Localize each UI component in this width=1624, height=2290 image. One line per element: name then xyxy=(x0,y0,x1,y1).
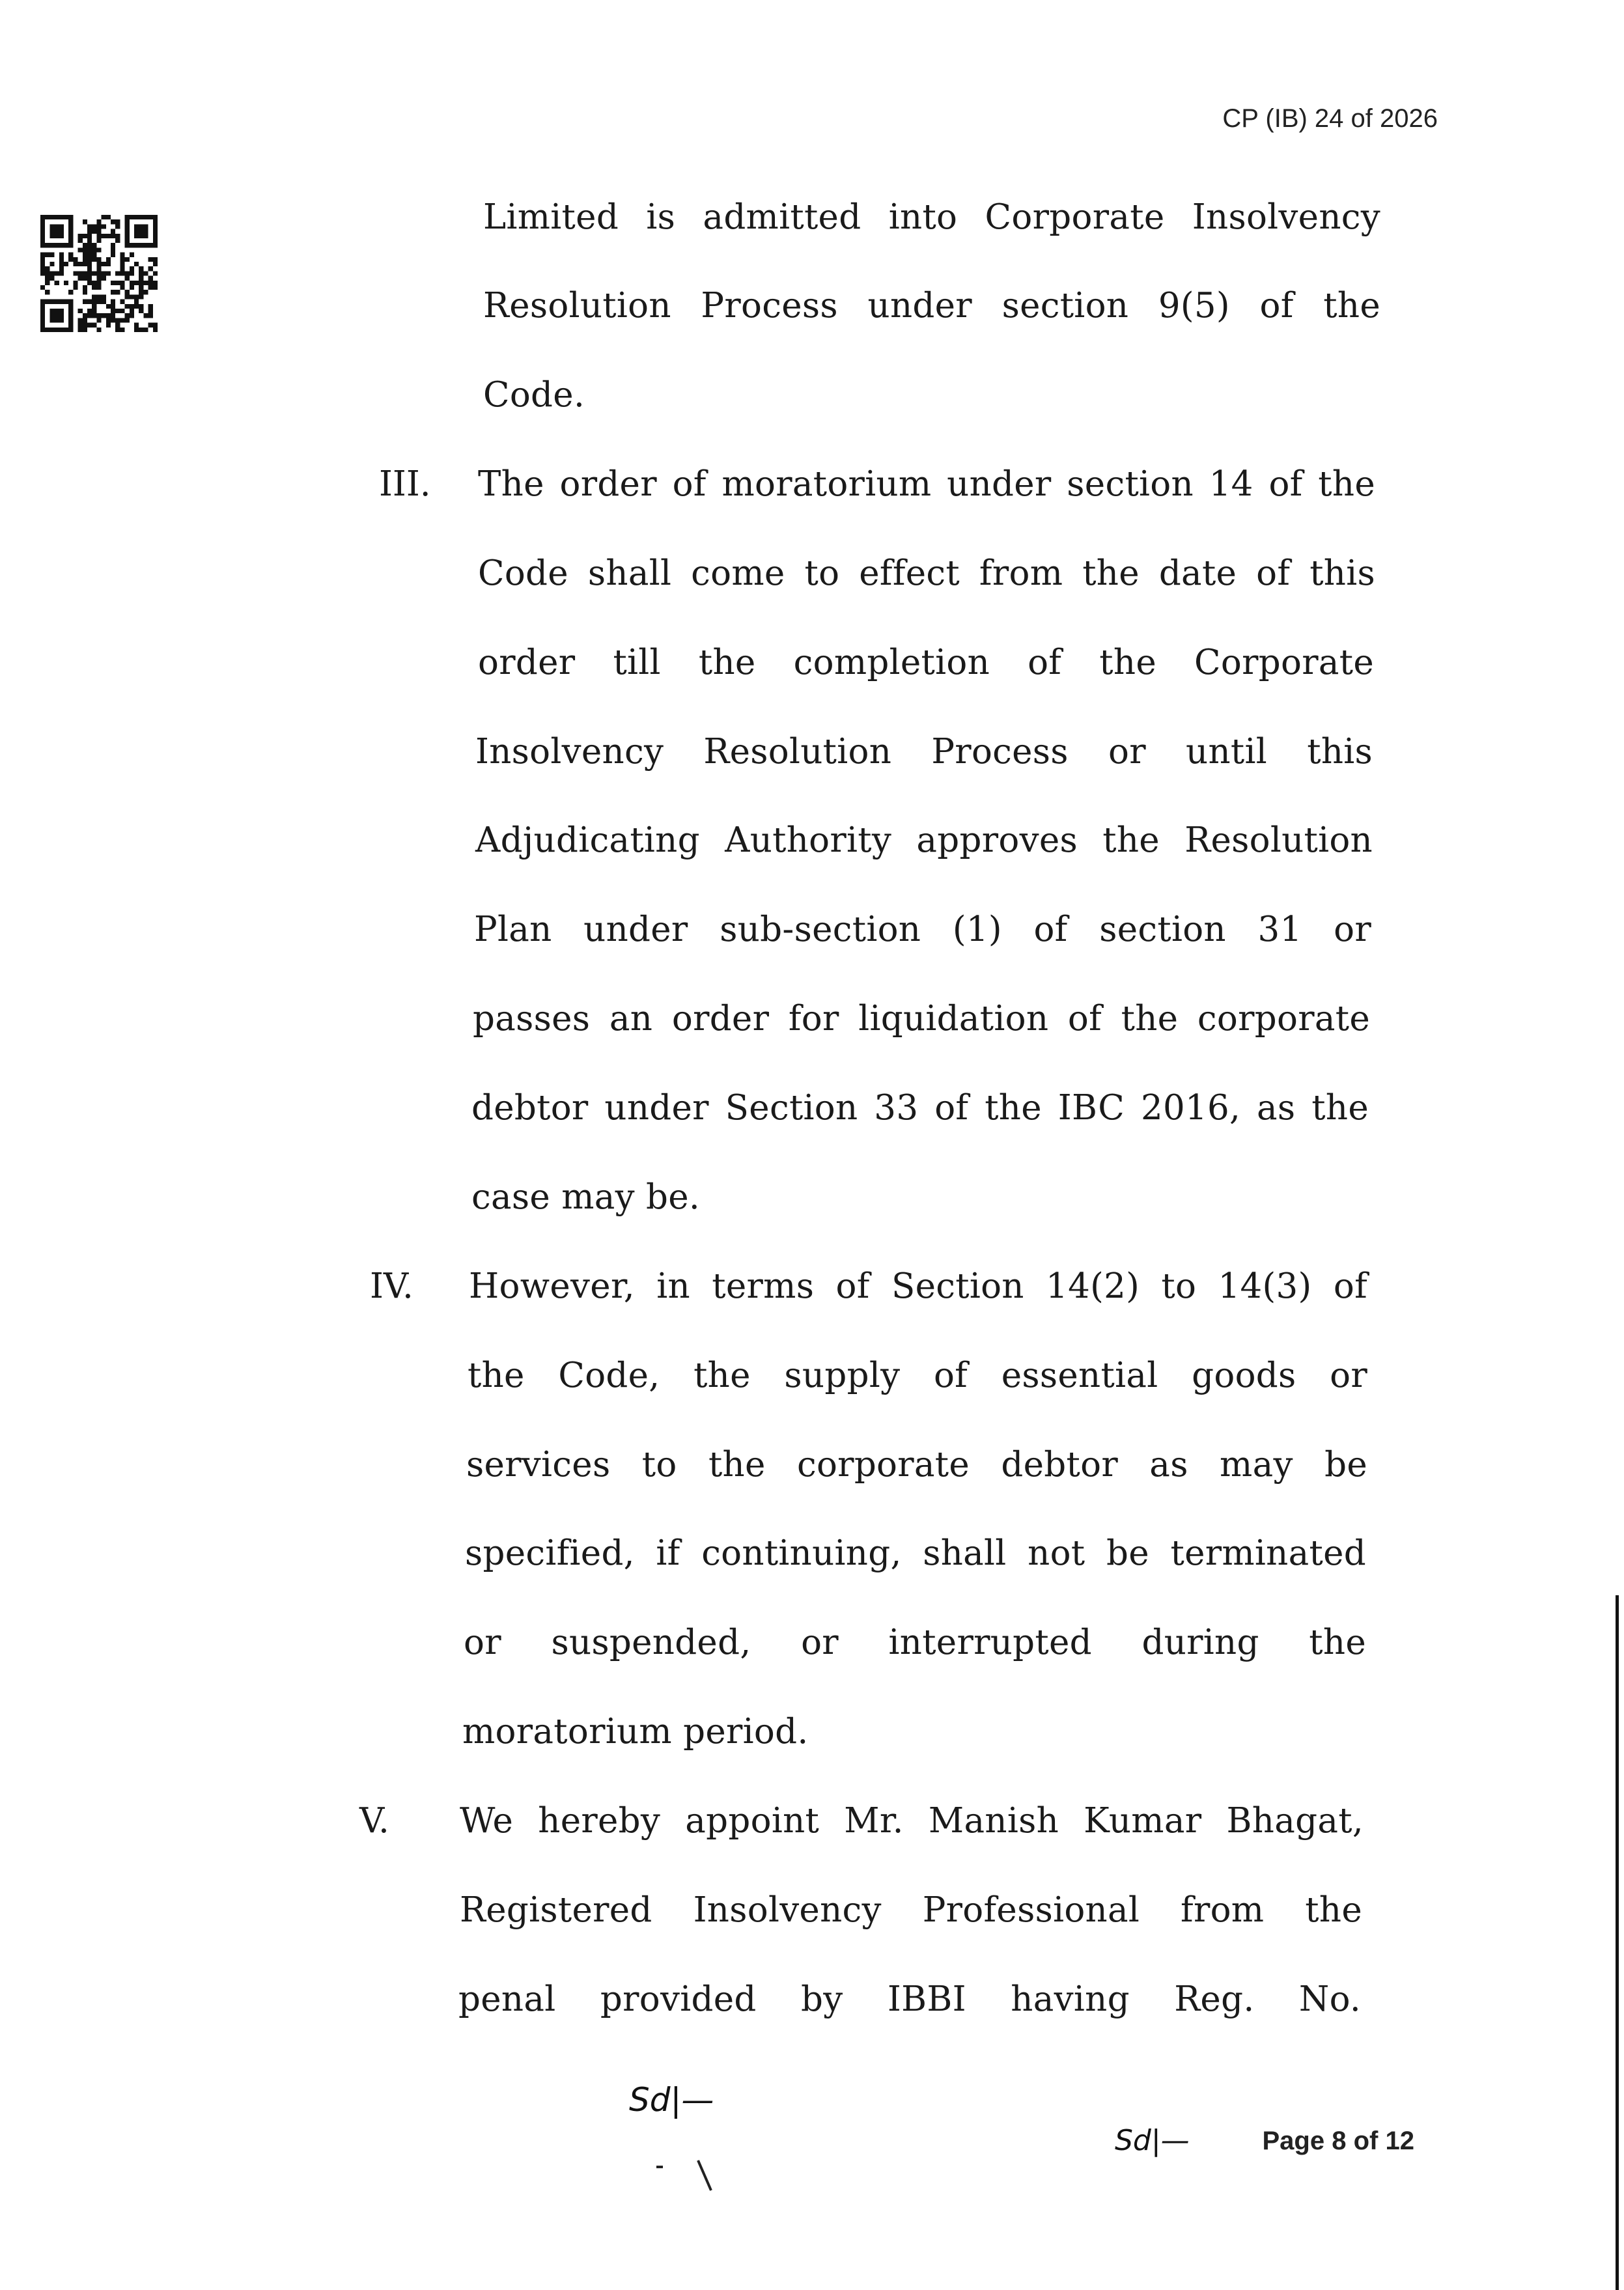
case-number: CP (IB) 24 of 2026 xyxy=(1222,104,1438,133)
signature-left: Sd|— xyxy=(629,2081,714,2119)
text-line: Registered Insolvency Professional from the xyxy=(460,1890,1362,1930)
text-line: Code shall come to effect from the date of this xyxy=(478,553,1375,593)
page-label: Page xyxy=(1262,2127,1325,2155)
signature-mark-icon xyxy=(651,2149,723,2201)
item-numeral: III. xyxy=(379,464,431,504)
text-line: penal provided by IBBI having Reg. No. xyxy=(458,1979,1361,2019)
text-line: debtor under Section 33 of the IBC 2016, as the xyxy=(471,1088,1369,1128)
text-line: The order of moratorium under section 14 of the xyxy=(478,464,1375,504)
text-line: services to the corporate debtor as may be xyxy=(466,1445,1367,1485)
text-line: specified, if continuing, shall not be terminated xyxy=(465,1533,1366,1573)
page-total: 12 xyxy=(1385,2127,1414,2155)
scan-edge-line xyxy=(1616,1595,1619,2290)
text-line: moratorium period. xyxy=(462,1712,809,1752)
signature-right: Sd|— xyxy=(1115,2124,1190,2157)
text-line: Limited is admitted into Corporate Insolvency xyxy=(483,197,1380,237)
text-line: passes an order for liquidation of the corporate xyxy=(473,999,1370,1039)
item-numeral: V. xyxy=(359,1801,389,1841)
text-line: We hereby appoint Mr. Manish Kumar Bhagat, xyxy=(460,1801,1364,1841)
text-line: or suspended, or interrupted during the xyxy=(464,1623,1366,1662)
text-line: However, in terms of Section 14(2) to 14(3) of xyxy=(469,1266,1367,1306)
text-line: the Code, the supply of essential goods or xyxy=(468,1356,1367,1395)
page-number xyxy=(1263,2127,1415,2156)
text-line: Plan under sub-section (1) of section 31 or xyxy=(474,910,1371,949)
qr-code-icon xyxy=(40,215,158,332)
text-line: Insolvency Resolution Process or until this xyxy=(475,732,1373,772)
text-line: order till the completion of the Corporate xyxy=(478,643,1374,682)
text-line: Resolution Process under section 9(5) of the xyxy=(483,286,1380,326)
text-line: Code. xyxy=(483,375,585,415)
text-line: Adjudicating Authority approves the Resolution xyxy=(475,820,1373,860)
page-current: 8 xyxy=(1332,2127,1347,2155)
text-line: case may be. xyxy=(471,1177,701,1217)
item-numeral: IV. xyxy=(370,1266,413,1306)
page-of-label: of xyxy=(1353,2127,1379,2155)
